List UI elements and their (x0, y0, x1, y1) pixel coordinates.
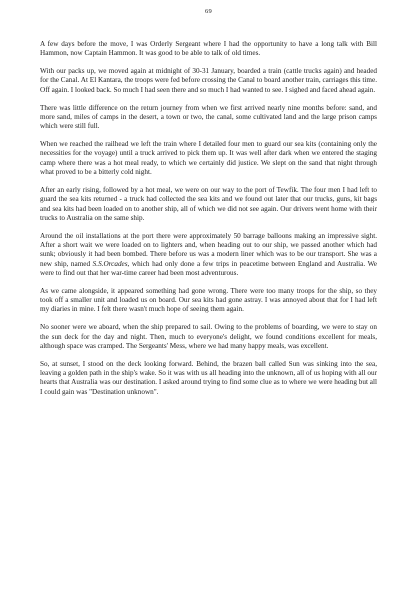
paragraph: No sooner were we aboard, when the ship prepared to sail. Owing to the problems of boarding, we were to stay on the sun deck for the day and night. Then, much to everyone's delight, we found conditions excellent for meals, although space was cramped. The Sergeants' Mess, where we had many happy meals, was excellent. (40, 323, 377, 350)
body-text (40, 40, 377, 406)
page-number: 69 (205, 8, 212, 15)
paragraph: When we reached the railhead we left the train where I detailed four men to guard our sea kits (containing only the necessities for the voyage) until a truck arrived to pick them up. It was well after dark when we entered the staging camp where there was a hot meal ready, to which we certainly did justice. We slept on the sand that night through what proved to be a bitterly cold night. (40, 140, 377, 177)
paragraph: Around the oil installations at the port there were approximately 50 barrage balloons making an impressive sight. After a short wait we were loaded on to lighters and, when heading out to our ship, we passed another which had sunk; obviously it had been bombed. There before us was a modern liner which was to be our transport. She was a new ship, named S.S.Orcades, which had only done a few trips in peacetime between England and Australia. We were to find out that her war-time career had been most adventurous. (40, 231, 377, 277)
paragraph: With our packs up, we moved again at midnight of 30-31 January, boarded a train (cattle trucks again) and headed for the Canal. At El Kantara, the troops were fed before crossing the Canal to board another train, carriages this time. Off again. I looked back. So much I had seen there and so much I had wanted to see. I sighed and faced ahead again. (40, 67, 377, 94)
ship-name: S.S.Orcades (92, 259, 128, 268)
paragraph: There was little difference on the return journey from when we first arrived nearly nine months before: sand, and more sand, miles of camps in the desert, a town or two, the canal, some cultivated land and the large prison camps which were still full. (40, 103, 377, 131)
paragraph: So, at sunset, I stood on the deck looking forward. Behind, the brazen ball called Sun was sinking into the sea, leaving a golden path in the ship's wake. So it was with us all heading into the unknown, all of us hoping with all our hearts that Australia was our destination. I asked around trying to find some clue as to where we were heading but all I could gain was "Destination unknown". (40, 359, 377, 396)
paragraph: As we came alongside, it appeared something had gone wrong. There were too many troops for the ship, so they took off a smaller unit and loaded us on board. Our sea kits had gone astray. I was annoyed about that for I had left my diaries in mine. I felt there wasn't much hope of seeing them again. (40, 286, 377, 314)
paragraph: A few days before the move, I was Orderly Sergeant where I had the opportunity to have a long talk with Bill Hammon, now Captain Hammon. It was good to be able to talk of old times. (40, 40, 377, 58)
paragraph: After an early rising, followed by a hot meal, we were on our way to the port of Tewfik. The four men I had left to guard the sea kits returned - a truck had collected the sea kits and we found out later that our trucks, guns, kit bags and sea kits had been loaded on to another ship, all of which we did not see again. Our drivers went home with their trucks to Australia on the same ship. (40, 185, 377, 222)
